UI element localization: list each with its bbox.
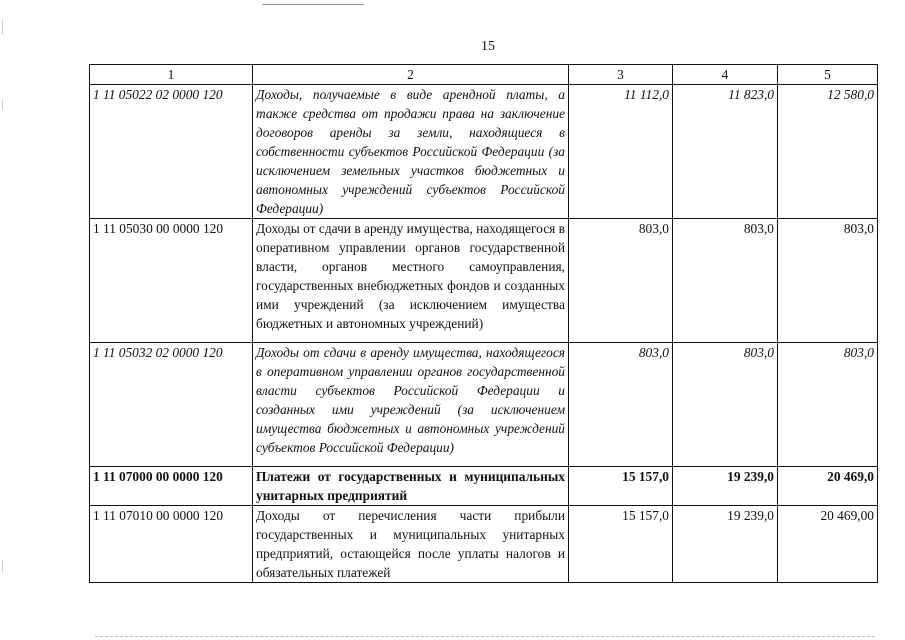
value-col-3: 15 157,0: [569, 467, 673, 506]
bottom-rule: [95, 636, 875, 637]
revenue-table: [89, 64, 878, 583]
margin-mark: [2, 100, 3, 110]
value-col-4: 803,0: [673, 219, 778, 343]
value-col-4: 803,0: [673, 343, 778, 467]
value-col-5: 803,0: [778, 219, 878, 343]
budget-code: 1 11 05030 00 0000 120: [90, 219, 253, 343]
budget-code: 1 11 05022 02 0000 120: [90, 85, 253, 219]
value-col-4: 19 239,0: [673, 467, 778, 506]
value-col-3: 803,0: [569, 343, 673, 467]
value-col-5: 20 469,0: [778, 467, 878, 506]
value-col-3: 803,0: [569, 219, 673, 343]
margin-mark: [2, 560, 3, 572]
value-col-3: 15 157,0: [569, 506, 673, 583]
top-rule: [262, 4, 364, 5]
value-col-5: 12 580,0: [778, 85, 878, 219]
value-col-4: 19 239,0: [673, 506, 778, 583]
value-col-3: 11 112,0: [569, 85, 673, 219]
table-row: [90, 219, 878, 343]
column-header-3: 3: [569, 65, 673, 85]
column-header-1: 1: [90, 65, 253, 85]
budget-code: 1 11 05032 02 0000 120: [90, 343, 253, 467]
column-header-4: 4: [673, 65, 778, 85]
table-row: [90, 85, 878, 219]
table-row: [90, 506, 878, 583]
value-col-4: 11 823,0: [673, 85, 778, 219]
column-header-2: 2: [253, 65, 569, 85]
value-col-5: 803,0: [778, 343, 878, 467]
table-header-row: [90, 65, 878, 85]
row-description: Платежи от государственных и муниципальных унитарных предприятий: [253, 467, 569, 506]
row-description: Доходы от сдачи в аренду имущества, находящегося в оперативном управлении органов государственной власти субъектов Российской Федерации и созданных ими учреждений (за исключением имущества бюджетных и автономных учреждений субъектов Российской Федерации): [253, 343, 569, 467]
page-number: 15: [481, 39, 495, 54]
budget-code: 1 11 07010 00 0000 120: [90, 506, 253, 583]
row-description: Доходы от перечисления части прибыли государственных и муниципальных унитарных предприятий, остающейся после уплаты налогов и обязательных платежей: [253, 506, 569, 583]
margin-mark: [2, 20, 3, 34]
row-description: Доходы, получаемые в виде арендной платы, а также средства от продажи права на заключение договоров аренды за земли, находящиеся в собственности субъектов Российской Федерации (за исключением земельных участков бюджетных и автономных учреждений субъектов Российской Федерации): [253, 85, 569, 219]
row-description: Доходы от сдачи в аренду имущества, находящегося в оперативном управлении органов государственной власти, органов местного самоуправления, государственных внебюджетных фондов и созданных ими учреждений (за исключением имущества бюджетных и автономных учреждений): [253, 219, 569, 343]
budget-code: 1 11 07000 00 0000 120: [90, 467, 253, 506]
table-row: [90, 467, 878, 506]
column-header-5: 5: [778, 65, 878, 85]
table-row: [90, 343, 878, 467]
value-col-5: 20 469,00: [778, 506, 878, 583]
